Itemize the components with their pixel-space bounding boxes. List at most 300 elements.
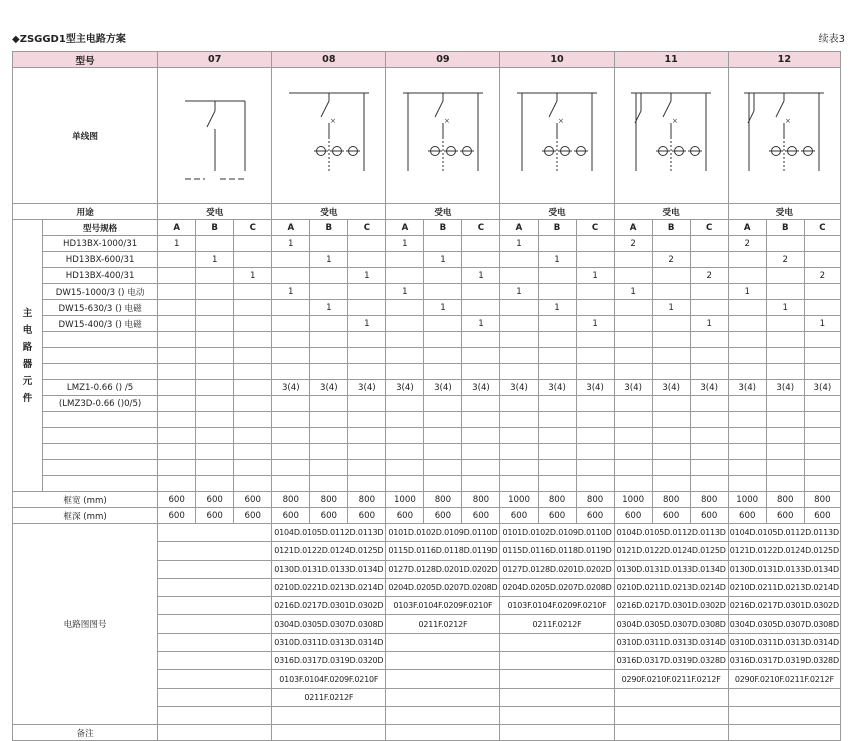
component-qty: [462, 332, 500, 348]
component-qty: [538, 236, 576, 252]
main-circuit-table: [12, 51, 841, 741]
page-title: ◆ZSGGD1型主电路方案: [12, 34, 126, 45]
component-qty: [500, 364, 538, 380]
component-qty: [234, 348, 272, 364]
component-qty: 1: [310, 300, 348, 316]
component-qty: [234, 428, 272, 444]
frame-width-value: 1000: [728, 492, 766, 508]
component-qty: 1: [424, 300, 462, 316]
component-model: LMZ1-0.66 () /5: [43, 380, 158, 396]
component-qty: [462, 300, 500, 316]
circuit-number: 0310D.0311D.0313D.0314D: [728, 633, 840, 651]
purpose-label: 用途: [13, 204, 158, 220]
component-qty: 3(4): [652, 380, 690, 396]
component-qty: [310, 396, 348, 412]
component-qty: [804, 252, 840, 268]
component-qty: [158, 332, 196, 348]
component-qty: [424, 236, 462, 252]
component-qty: [272, 396, 310, 412]
component-qty: [462, 476, 500, 492]
component-qty: [804, 476, 840, 492]
component-qty: [310, 460, 348, 476]
circuit-number: [500, 633, 614, 651]
circuit-number: 0101D.0102D.0109D.0110D: [500, 524, 614, 542]
component-qty: [424, 348, 462, 364]
component-qty: [804, 332, 840, 348]
component-qty: [310, 236, 348, 252]
component-qty: 3(4): [614, 380, 652, 396]
frame-depth-value: 600: [804, 508, 840, 524]
component-qty: [348, 428, 386, 444]
component-qty: [614, 460, 652, 476]
component-qty: [614, 252, 652, 268]
circuit-number: 0101D.0102D.0109D.0110D: [386, 524, 500, 542]
component-qty: [386, 252, 424, 268]
component-qty: 1: [234, 268, 272, 284]
component-qty: [310, 412, 348, 428]
component-qty: [234, 380, 272, 396]
component-qty: [462, 364, 500, 380]
component-qty: [690, 252, 728, 268]
phase-column-header: B: [538, 220, 576, 236]
component-qty: 3(4): [538, 380, 576, 396]
component-qty: 1: [576, 316, 614, 332]
scheme-number: 08: [272, 52, 386, 68]
component-qty: [804, 300, 840, 316]
component-qty: [462, 460, 500, 476]
component-qty: [728, 460, 766, 476]
component-qty: [310, 284, 348, 300]
component-qty: 1: [576, 268, 614, 284]
component-qty: [386, 268, 424, 284]
component-qty: 1: [766, 300, 804, 316]
svg-text:×: ×: [558, 116, 564, 125]
circuit-number: 0304D.0305D.0307D.0308D: [728, 615, 840, 633]
scheme-number: 07: [158, 52, 272, 68]
component-qty: 2: [804, 268, 840, 284]
phase-column-header: C: [348, 220, 386, 236]
component-qty: [310, 476, 348, 492]
circuit-number: [158, 670, 272, 688]
component-qty: [538, 476, 576, 492]
component-qty: [614, 332, 652, 348]
component-qty: [766, 316, 804, 332]
component-qty: [766, 348, 804, 364]
component-qty: [538, 444, 576, 460]
component-qty: [766, 428, 804, 444]
component-qty: [234, 444, 272, 460]
component-qty: [766, 476, 804, 492]
component-qty: [614, 316, 652, 332]
component-qty: [500, 460, 538, 476]
side-label-char: 件: [22, 392, 33, 404]
component-qty: 1: [462, 316, 500, 332]
component-qty: [196, 284, 234, 300]
component-qty: [652, 332, 690, 348]
phase-column-header: A: [272, 220, 310, 236]
phase-column-header: A: [500, 220, 538, 236]
component-qty: 3(4): [386, 380, 424, 396]
component-qty: [234, 316, 272, 332]
component-qty: [424, 476, 462, 492]
main-circuit-components-label: [13, 220, 43, 492]
component-qty: [690, 364, 728, 380]
component-qty: [576, 412, 614, 428]
circuit-number: [158, 597, 272, 615]
single-line-diagram: [272, 68, 386, 204]
component-model: (LMZ3D-0.66 ()0/5): [43, 396, 158, 412]
component-qty: [196, 364, 234, 380]
component-qty: [272, 364, 310, 380]
component-qty: [234, 332, 272, 348]
component-qty: 1: [500, 284, 538, 300]
circuit-number: [158, 633, 272, 651]
component-model: HD13BX-1000/31: [43, 236, 158, 252]
component-qty: [766, 364, 804, 380]
component-qty: [576, 460, 614, 476]
component-qty: [386, 428, 424, 444]
scheme-number: 09: [386, 52, 500, 68]
component-qty: [614, 348, 652, 364]
component-qty: [196, 444, 234, 460]
component-qty: [804, 396, 840, 412]
circuit-number: 0211F.0212F: [500, 615, 614, 633]
component-qty: [652, 284, 690, 300]
component-qty: [424, 364, 462, 380]
component-qty: [576, 476, 614, 492]
frame-width-value: 800: [424, 492, 462, 508]
component-qty: [576, 332, 614, 348]
component-qty: 1: [462, 268, 500, 284]
component-model: [43, 332, 158, 348]
circuit-number: 0216D.0217D.0301D.0302D: [272, 597, 386, 615]
circuit-number: 0104D.0105D.0112D.0113D: [272, 524, 386, 542]
component-qty: [424, 284, 462, 300]
side-label-char: 器: [22, 358, 33, 370]
component-qty: [804, 348, 840, 364]
component-qty: [462, 396, 500, 412]
model-header: 型号: [13, 52, 158, 68]
component-qty: [614, 396, 652, 412]
component-qty: [766, 412, 804, 428]
component-qty: [234, 412, 272, 428]
component-qty: 2: [766, 252, 804, 268]
component-qty: [196, 412, 234, 428]
component-qty: [690, 476, 728, 492]
component-qty: [272, 332, 310, 348]
component-qty: [500, 268, 538, 284]
circuit-number: 0290F.0210F.0211F.0212F: [728, 670, 840, 688]
frame-width-value: 600: [158, 492, 196, 508]
component-qty: [614, 444, 652, 460]
component-qty: [386, 460, 424, 476]
phase-column-header: A: [158, 220, 196, 236]
component-qty: [576, 396, 614, 412]
circuit-number-label: 电路图图号: [13, 524, 158, 725]
component-qty: [538, 284, 576, 300]
component-qty: [386, 316, 424, 332]
component-qty: [272, 316, 310, 332]
circuit-number: 0130D.0131D.0133D.0134D: [614, 560, 728, 578]
component-qty: [614, 428, 652, 444]
frame-depth-value: 600: [614, 508, 652, 524]
component-qty: [462, 444, 500, 460]
component-qty: 2: [690, 268, 728, 284]
component-qty: [804, 428, 840, 444]
circuit-number: 0127D.0128D.0201D.0202D: [386, 560, 500, 578]
circuit-number: 0216D.0217D.0301D.0302D: [728, 597, 840, 615]
component-qty: [728, 316, 766, 332]
component-qty: [538, 268, 576, 284]
component-qty: [272, 348, 310, 364]
single-line-diagram: [500, 68, 614, 204]
component-qty: [234, 252, 272, 268]
svg-text:×: ×: [329, 116, 336, 125]
component-qty: [804, 364, 840, 380]
circuit-number: 0127D.0128D.0201D.0202D: [500, 560, 614, 578]
circuit-number: [386, 688, 500, 706]
component-qty: [576, 348, 614, 364]
phase-column-header: B: [652, 220, 690, 236]
component-qty: [538, 332, 576, 348]
single-line-diagram: [728, 68, 840, 204]
frame-width-label: 框宽 (mm): [13, 492, 158, 508]
component-qty: [196, 348, 234, 364]
component-model: [43, 444, 158, 460]
component-qty: [234, 300, 272, 316]
component-qty: [348, 444, 386, 460]
component-qty: [462, 236, 500, 252]
circuit-number: 0204D.0205D.0207D.0208D: [386, 578, 500, 596]
circuit-number: 0290F.0210F.0211F.0212F: [614, 670, 728, 688]
component-qty: [424, 332, 462, 348]
frame-depth-value: 600: [424, 508, 462, 524]
side-label-char: 电: [22, 324, 33, 336]
phase-column-header: A: [728, 220, 766, 236]
component-qty: [804, 460, 840, 476]
circuit-number: [158, 688, 272, 706]
frame-width-value: 800: [652, 492, 690, 508]
component-qty: [234, 284, 272, 300]
component-qty: [728, 364, 766, 380]
svg-text:×: ×: [672, 116, 679, 125]
svg-text:×: ×: [785, 116, 792, 125]
phase-column-header: C: [690, 220, 728, 236]
circuit-number: 0310D.0311D.0313D.0314D: [272, 633, 386, 651]
component-qty: [348, 396, 386, 412]
component-qty: [538, 348, 576, 364]
component-qty: [462, 348, 500, 364]
scheme-number: 12: [728, 52, 840, 68]
circuit-number: [386, 633, 500, 651]
circuit-number: [158, 524, 272, 542]
frame-width-value: 1000: [614, 492, 652, 508]
component-qty: [196, 268, 234, 284]
component-qty: [576, 236, 614, 252]
purpose-value: 受电: [272, 204, 386, 220]
component-qty: [538, 412, 576, 428]
component-qty: 3(4): [804, 380, 840, 396]
component-qty: 2: [728, 236, 766, 252]
circuit-number: 0316D.0317D.0319D.0328D: [614, 652, 728, 670]
component-qty: [576, 284, 614, 300]
component-qty: 3(4): [272, 380, 310, 396]
remarks-value: [728, 725, 840, 741]
component-qty: [158, 268, 196, 284]
circuit-number: 0211F.0212F: [272, 688, 386, 706]
circuit-number: 0130D.0131D.0133D.0134D: [728, 560, 840, 578]
remarks-label: 备注: [13, 725, 158, 741]
frame-depth-value: 600: [196, 508, 234, 524]
component-qty: [386, 332, 424, 348]
component-qty: [196, 428, 234, 444]
circuit-number: 0210D.0211D.0213D.0214D: [614, 578, 728, 596]
component-qty: [538, 460, 576, 476]
component-qty: [386, 348, 424, 364]
frame-width-value: 800: [690, 492, 728, 508]
component-model: DW15-1000/3 () 电动: [43, 284, 158, 300]
component-qty: [424, 412, 462, 428]
circuit-number: 0104D.0105D.0112D.0113D: [728, 524, 840, 542]
circuit-number: [158, 706, 272, 724]
component-qty: [196, 380, 234, 396]
component-qty: [272, 460, 310, 476]
circuit-number: 0121D.0122D.0124D.0125D: [728, 542, 840, 560]
component-qty: [614, 268, 652, 284]
component-qty: [234, 476, 272, 492]
component-qty: [386, 476, 424, 492]
frame-depth-label: 框深 (mm): [13, 508, 158, 524]
continued-label: 续表3: [818, 34, 845, 45]
component-qty: [386, 412, 424, 428]
circuit-number: [500, 670, 614, 688]
component-qty: [690, 348, 728, 364]
circuit-number: 0316D.0317D.0319D.0328D: [728, 652, 840, 670]
purpose-value: 受电: [500, 204, 614, 220]
component-qty: [690, 396, 728, 412]
frame-width-value: 1000: [500, 492, 538, 508]
component-qty: [652, 396, 690, 412]
frame-width-value: 800: [576, 492, 614, 508]
frame-width-value: 800: [766, 492, 804, 508]
component-qty: [728, 300, 766, 316]
component-qty: [690, 236, 728, 252]
component-qty: [158, 444, 196, 460]
circuit-number: 0115D.0116D.0118D.0119D: [500, 542, 614, 560]
purpose-value: 受电: [614, 204, 728, 220]
component-qty: 1: [272, 236, 310, 252]
frame-depth-value: 600: [538, 508, 576, 524]
component-qty: [386, 444, 424, 460]
component-qty: [690, 332, 728, 348]
component-qty: [158, 300, 196, 316]
circuit-number: 0130D.0131D.0133D.0134D: [272, 560, 386, 578]
purpose-value: 受电: [158, 204, 272, 220]
component-qty: [538, 316, 576, 332]
component-qty: [614, 364, 652, 380]
component-qty: [652, 268, 690, 284]
component-qty: [196, 396, 234, 412]
component-qty: [500, 316, 538, 332]
component-qty: 1: [652, 300, 690, 316]
remarks-value: [272, 725, 386, 741]
component-qty: [804, 284, 840, 300]
diagram-label: 单线图: [13, 68, 158, 204]
circuit-number: [614, 706, 728, 724]
frame-depth-value: 600: [576, 508, 614, 524]
component-qty: [766, 460, 804, 476]
component-qty: [652, 348, 690, 364]
component-qty: 1: [424, 252, 462, 268]
component-qty: [576, 364, 614, 380]
component-qty: [766, 236, 804, 252]
component-qty: [196, 476, 234, 492]
component-qty: [652, 364, 690, 380]
frame-depth-value: 600: [728, 508, 766, 524]
scheme-number: 10: [500, 52, 614, 68]
component-qty: [500, 444, 538, 460]
component-qty: [348, 348, 386, 364]
component-qty: [462, 252, 500, 268]
component-qty: 1: [158, 236, 196, 252]
component-qty: [690, 428, 728, 444]
circuit-number: 0216D.0217D.0301D.0302D: [614, 597, 728, 615]
component-qty: [500, 332, 538, 348]
component-qty: [196, 460, 234, 476]
circuit-number: 0316D.0317D.0319D.0320D: [272, 652, 386, 670]
phase-column-header: B: [766, 220, 804, 236]
component-qty: [272, 252, 310, 268]
component-qty: [310, 268, 348, 284]
circuit-number: 0115D.0116D.0118D.0119D: [386, 542, 500, 560]
circuit-number: 0103F.0104F.0209F.0210F: [386, 597, 500, 615]
frame-depth-value: 600: [766, 508, 804, 524]
component-qty: [690, 444, 728, 460]
component-qty: [500, 252, 538, 268]
circuit-number: [728, 688, 840, 706]
component-qty: [424, 316, 462, 332]
component-qty: [728, 252, 766, 268]
component-qty: 2: [652, 252, 690, 268]
frame-depth-value: 600: [310, 508, 348, 524]
purpose-value: 受电: [728, 204, 840, 220]
circuit-number: 0304D.0305D.0307D.0308D: [272, 615, 386, 633]
single-line-diagram: [158, 68, 272, 204]
component-qty: [500, 476, 538, 492]
component-qty: [272, 300, 310, 316]
phase-column-header: C: [234, 220, 272, 236]
component-qty: [310, 428, 348, 444]
circuit-number: [272, 706, 386, 724]
component-qty: 1: [196, 252, 234, 268]
frame-width-value: 800: [804, 492, 840, 508]
side-label-char: 路: [22, 341, 33, 353]
component-qty: 1: [310, 252, 348, 268]
frame-width-value: 800: [348, 492, 386, 508]
component-qty: [804, 412, 840, 428]
frame-depth-value: 600: [386, 508, 424, 524]
purpose-value: 受电: [386, 204, 500, 220]
phase-column-header: C: [462, 220, 500, 236]
component-qty: [234, 460, 272, 476]
component-qty: [462, 284, 500, 300]
circuit-number: [500, 706, 614, 724]
component-qty: [462, 428, 500, 444]
component-qty: [538, 428, 576, 444]
component-qty: 1: [538, 300, 576, 316]
frame-width-value: 1000: [386, 492, 424, 508]
component-qty: [348, 412, 386, 428]
